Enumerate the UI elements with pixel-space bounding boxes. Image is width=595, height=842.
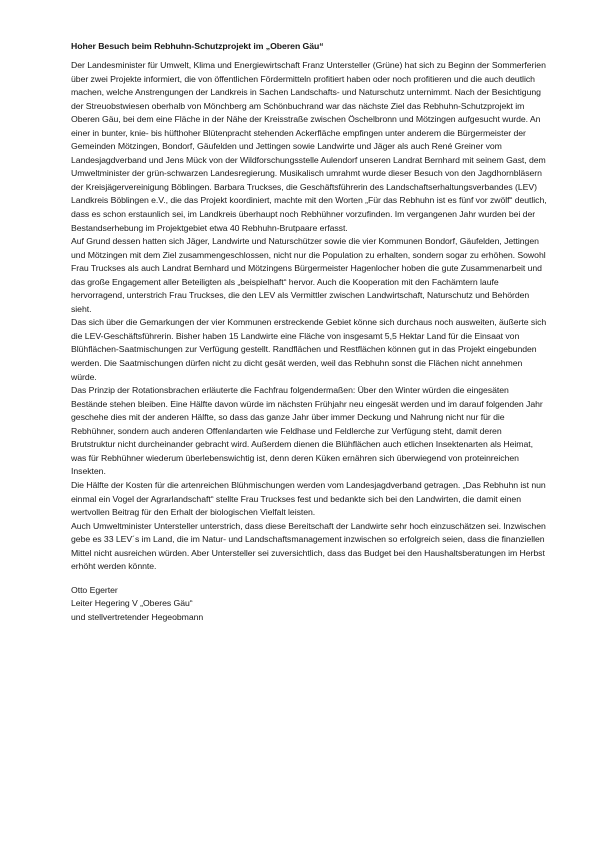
paragraph-4: Das Prinzip der Rotationsbrachen erläuterte die Fachfrau folgendermaßen: Über den Winter würden die eingesäten Bestände stehen bleiben. Eine Hälfte davon würde im nächsten Frühjahr neu eingesät werden und im darauf folgenden Jahr geschehe dies mit der anderen Hälfte, so dass das ganze Jahr über immer Deckung und Nahrung nicht nur für die Rebhühner, sondern auch anderen Offenlandarten wie Feldhase und Feldlerche zur Verfügung steht, damit deren Brutstruktur nicht durcheinander gebracht wird. Außerdem dienen die Blühflächen auch etlichen Insektenarten als Heimat, was für Rebhühner wiederum überlebenswichtig ist, denn deren Küken ernähren sich überwiegend von proteinreichen Insekten.: [71, 385, 543, 477]
document-body: [71, 59, 547, 574]
signature-role: Leiter Hegering V „Oberes Gäu“: [71, 598, 193, 609]
signature-block: [71, 584, 547, 625]
signature-name: Otto Egerter: [71, 584, 118, 595]
signature-role-2: und stellvertretender Hegeobmann: [71, 611, 204, 622]
paragraph-1: Der Landesminister für Umwelt, Klima und Energiewirtschaft Franz Untersteller (Grüne) hat sich zu Beginn der Sommerferien über zwei Projekte informiert, die von öffentlichen Fördermitteln profitiert haben oder noch profitieren und die auch deutlich machen, welche Anstrengungen der Landkreis in Sachen Landschafts- und Naturschutz unternimmt. Nach der Besichtigung der Streuobstwiesen oberhalb von Mönchberg am Schönbuchrand war das nächste Ziel das Rebhuhn-Schutzprojekt im Oberen Gäu, bei dem eine Fläche in der Nähe der Kreisstraße zwischen Öschelbronn und Mötzingen aufgesucht wurde. An einer in bunter, knie- bis hüfthoher Blütenpracht stehenden Ackerfläche empfingen unter anderem die Bürgermeister der Gemeinden Mötzingen, Bondorf, Gäufelden und Jettingen sowie Landwirte und Jäger als auch René Greiner vom Landesjagdverband und Jens Mück von der Wildforschungsstelle Aulendorf unseren Landrat Bernhard mit seinem Gast, dem Umweltminister der grün-schwarzen Landesregierung. Musikalisch umrahmt wurde dieser Besuch von den Jagdhornbläsern der Kreisjägervereinigung Böblingen. Barbara Truckses, die Geschäftsführerin des Landschaftserhaltungsverbandes (LEV) Landkreis Böblingen e.V., die das Projekt koordiniert, machte mit den Worten „Für das Rebhuhn ist es fünf vor zwölf“ deutlich, dass es schon erstaunlich sei, im Landkreis überhaupt noch Rebhühner vorzufinden. Im vergangenen Jahr wurden bei der Bestandserhebung im Projektgebiet etwa 40 Rebhuhn-Brutpaare erfasst.: [71, 60, 547, 233]
paragraph-5: Die Hälfte der Kosten für die artenreichen Blühmischungen werden vom Landesjagdverband getragen. „Das Rebhuhn ist nun einmal ein Vogel der Agrarlandschaft“ stellte Frau Truckses fest und bedankte sich bei den Landwirten, die damit einen wertvollen Beitrag für den Erhalt der biologischen Vielfalt leisten.: [71, 479, 546, 518]
document-title: Hoher Besuch beim Rebhuhn-Schutzprojekt im „Oberen Gäu“: [71, 41, 324, 51]
paragraph-6: Auch Umweltminister Untersteller unterstrich, dass diese Bereitschaft der Landwirte sehr hoch einzuschätzen sei. Inzwischen gebe es 33 LEV´s im Land, die im Natur- und Landschaftsmanagement inzwischen so erfolgreich seien, dass die finanziellen Mittel nicht ausreichen würden. Aber Untersteller sei zuversichtlich, dass das Budget bei den Haushaltsberatungen im Herbst erhöht werden könnte.: [71, 520, 546, 572]
paragraph-2: Auf Grund dessen hatten sich Jäger, Landwirte und Naturschützer sowie die vier Kommunen Bondorf, Gäufelden, Jettingen und Mötzingen mit dem Ziel zusammengeschlossen, nicht nur die Population zu erhalten, sondern sogar zu erhöhen. Sowohl Frau Truckses als auch Landrat Bernhard und Mötzingens Bürgermeister Hagenlocher hoben die gute Zusammenarbeit und das große Engagement aller Beteiligten als „beispielhaft“ hervor. Auch die Kooperation mit den Fachämtern laufe hervorragend, unterstrich Frau Truckses, die den LEV als Vermittler zwischen Landwirtschaft, Naturschutz und Behörden sieht.: [71, 236, 546, 314]
paragraph-3: Das sich über die Gemarkungen der vier Kommunen erstreckende Gebiet könne sich durchaus noch ausweiten, äußerte sich die LEV-Geschäftsführerin. Bisher haben 15 Landwirte eine Fläche von insgesamt 5,5 Hektar Land für die Einsaat von Blühflächen-Saatmischungen zur Verfügung gestellt. Randflächen und Restflächen können gut in das Projekt eingebunden werden. Die Saatmischungen dürfen nicht zu dicht gesät werden, weil das Rebhuhn sonst die Flächen nicht annehmen würde.: [71, 317, 547, 382]
